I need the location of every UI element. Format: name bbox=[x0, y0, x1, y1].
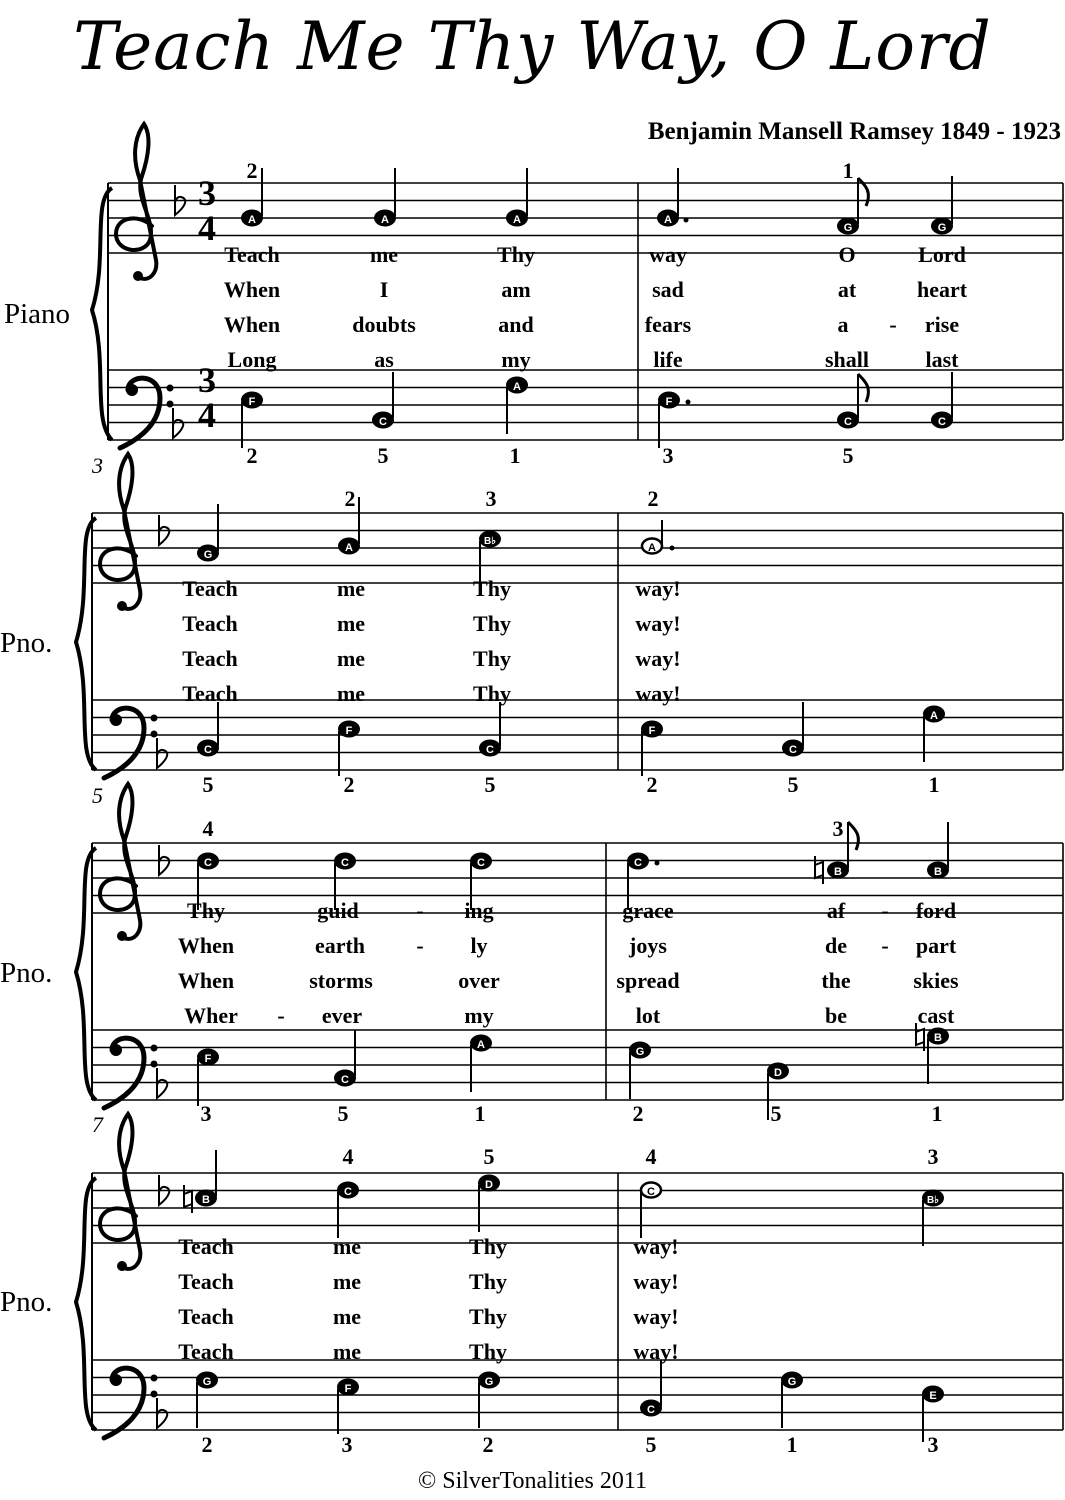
time-signature-bottom: 4 bbox=[198, 208, 216, 248]
lyric-syllable: ly bbox=[470, 933, 488, 958]
fingering: 5 bbox=[842, 443, 854, 468]
lyric-hyphen: - bbox=[881, 898, 889, 923]
svg-text:C: C bbox=[341, 1074, 349, 1086]
svg-text:G: G bbox=[203, 549, 213, 561]
lyric-syllable: way! bbox=[635, 576, 681, 601]
lyric-syllable: Teach bbox=[182, 646, 238, 671]
lyric-syllable: Teach bbox=[178, 1269, 234, 1294]
lyric-syllable: Teach bbox=[182, 576, 238, 601]
lyric-syllable: life bbox=[653, 347, 683, 372]
svg-text:G: G bbox=[635, 1046, 645, 1058]
time-signature-bottom: 4 bbox=[198, 395, 216, 435]
lyric-syllable: storms bbox=[309, 968, 373, 993]
lyric-syllable: skies bbox=[913, 968, 959, 993]
note bbox=[782, 702, 804, 757]
note bbox=[641, 1183, 661, 1239]
lyric-syllable: me bbox=[332, 1339, 362, 1364]
treble-clef bbox=[116, 124, 156, 281]
lyric-syllable: Thy bbox=[473, 576, 511, 601]
note bbox=[196, 1372, 218, 1429]
lyric-syllable: way! bbox=[635, 611, 681, 636]
fingering: 3 bbox=[662, 443, 674, 468]
lyric-syllable: When bbox=[177, 968, 235, 993]
lyric-syllable: Teach bbox=[182, 611, 238, 636]
svg-text:D: D bbox=[485, 1179, 493, 1191]
lyric-syllable: way bbox=[649, 242, 687, 267]
lyric-syllable: am bbox=[501, 277, 531, 302]
lyric-syllable: as bbox=[374, 347, 394, 372]
note bbox=[642, 520, 675, 554]
svg-text:B: B bbox=[834, 866, 842, 878]
lyric-syllable: Thy bbox=[469, 1234, 507, 1259]
fingering: 3 bbox=[485, 486, 497, 511]
svg-text:C: C bbox=[938, 416, 946, 428]
svg-text:A: A bbox=[345, 542, 353, 554]
lyric-syllable: Teach bbox=[178, 1234, 234, 1259]
fingering: 5 bbox=[337, 1101, 349, 1126]
fingering: 2 bbox=[646, 772, 658, 797]
svg-text:F: F bbox=[665, 396, 673, 408]
lyric-syllable: shall bbox=[824, 347, 870, 372]
lyric-syllable: a bbox=[837, 312, 849, 337]
fingering: 2 bbox=[201, 1432, 213, 1457]
fingering: 3 bbox=[927, 1144, 939, 1169]
note bbox=[931, 372, 953, 429]
lyric-syllable: ever bbox=[321, 1003, 363, 1028]
treble-clef bbox=[100, 784, 140, 941]
fingering: 5 bbox=[645, 1432, 657, 1457]
lyric-syllable: me bbox=[336, 681, 366, 706]
bass-clef bbox=[120, 378, 174, 448]
lyric-syllable: O bbox=[838, 242, 856, 267]
svg-text:A: A bbox=[513, 214, 521, 226]
svg-text:E: E bbox=[929, 1390, 937, 1402]
svg-text:B: B bbox=[934, 866, 942, 878]
svg-text:B: B bbox=[202, 1194, 210, 1206]
note bbox=[478, 1372, 500, 1429]
fingering: 2 bbox=[344, 486, 356, 511]
note bbox=[837, 178, 868, 235]
fingering: 3 bbox=[341, 1432, 353, 1457]
fingering: 2 bbox=[632, 1101, 644, 1126]
lyric-syllable: Thy bbox=[497, 242, 535, 267]
lyric-syllable: de bbox=[825, 933, 847, 958]
fingering: 5 bbox=[483, 1144, 495, 1169]
fingering: 2 bbox=[246, 443, 258, 468]
note bbox=[374, 168, 396, 227]
lyric-syllable: the bbox=[821, 968, 851, 993]
composer-credit: Benjamin Mansell Ramsey 1849 - 1923 bbox=[647, 118, 1061, 145]
lyric-syllable: my bbox=[464, 1003, 494, 1028]
measure-number-3: 3 bbox=[92, 453, 103, 478]
fingering: 2 bbox=[343, 772, 355, 797]
svg-text:D: D bbox=[774, 1067, 782, 1079]
note bbox=[338, 721, 360, 777]
note bbox=[922, 1190, 944, 1247]
fingering: 5 bbox=[202, 772, 214, 797]
svg-text:A: A bbox=[664, 214, 672, 226]
fingering: 3 bbox=[832, 816, 844, 841]
svg-text:A: A bbox=[381, 214, 389, 226]
note bbox=[470, 1035, 492, 1093]
svg-text:C: C bbox=[204, 857, 212, 869]
lyric-syllable: Teach bbox=[182, 681, 238, 706]
lyric-syllable: When bbox=[223, 312, 281, 337]
fingering: 1 bbox=[786, 1432, 798, 1457]
lyric-syllable: Lord bbox=[918, 242, 966, 267]
svg-text:A: A bbox=[248, 214, 256, 226]
lyric-syllable: Thy bbox=[473, 611, 511, 636]
note bbox=[337, 1182, 359, 1239]
lyric-syllable: When bbox=[223, 277, 281, 302]
note bbox=[197, 1049, 219, 1107]
svg-text:C: C bbox=[341, 857, 349, 869]
lyric-syllable: When bbox=[177, 933, 235, 958]
lyric-hyphen: - bbox=[889, 312, 897, 337]
note bbox=[923, 706, 945, 763]
note bbox=[337, 1379, 359, 1435]
note bbox=[506, 168, 528, 227]
lyric-syllable: way! bbox=[635, 646, 681, 671]
fingering: 2 bbox=[246, 158, 258, 183]
note bbox=[640, 1360, 662, 1417]
lyric-syllable: earth bbox=[314, 933, 366, 958]
fingering: 3 bbox=[927, 1432, 939, 1457]
fingering: 4 bbox=[645, 1144, 657, 1169]
fingering: 1 bbox=[474, 1101, 486, 1126]
fingering: 5 bbox=[377, 443, 389, 468]
lyric-hyphen: - bbox=[416, 933, 424, 958]
instrument-label-system-4: Pno. bbox=[0, 1286, 53, 1318]
measure-number-5: 5 bbox=[92, 783, 103, 808]
lyric-syllable: joys bbox=[629, 933, 667, 958]
time-signature-top: 3 bbox=[198, 360, 216, 400]
fingering: 4 bbox=[342, 1144, 354, 1169]
svg-text:A: A bbox=[513, 381, 521, 393]
svg-text:C: C bbox=[634, 857, 642, 869]
fingering: 1 bbox=[842, 158, 854, 183]
note bbox=[916, 1023, 949, 1084]
lyric-syllable: ing bbox=[464, 898, 494, 923]
instrument-label-system-2: Pno. bbox=[0, 627, 53, 659]
note bbox=[931, 176, 953, 235]
lyric-syllable: I bbox=[379, 277, 389, 302]
time-signature-top: 3 bbox=[198, 173, 216, 213]
lyric-syllable: Long bbox=[227, 347, 277, 372]
svg-text:C: C bbox=[486, 744, 494, 756]
lyric-syllable: way! bbox=[633, 1339, 679, 1364]
note bbox=[197, 702, 219, 757]
lyric-syllable: spread bbox=[616, 968, 680, 993]
lyric-syllable: Thy bbox=[469, 1269, 507, 1294]
lyric-syllable: me bbox=[336, 576, 366, 601]
bass-clef bbox=[104, 708, 158, 778]
lyric-syllable: lot bbox=[635, 1003, 661, 1028]
treble-clef bbox=[100, 1114, 140, 1271]
svg-text:G: G bbox=[787, 1376, 797, 1388]
lyric-syllable: part bbox=[915, 933, 957, 958]
fingering: 5 bbox=[787, 772, 799, 797]
svg-text:C: C bbox=[647, 1186, 655, 1198]
fingering: 4 bbox=[202, 816, 214, 841]
treble-clef bbox=[100, 454, 140, 611]
song-title: Teach Me Thy Way, O Lord bbox=[73, 8, 992, 85]
note bbox=[372, 372, 394, 429]
note bbox=[334, 1030, 356, 1087]
note bbox=[629, 1042, 651, 1100]
lyric-syllable: Thy bbox=[473, 646, 511, 671]
lyric-syllable: me bbox=[336, 611, 366, 636]
instrument-label-system-1: Piano bbox=[4, 298, 71, 330]
note bbox=[781, 1372, 803, 1429]
lyric-syllable: Teach bbox=[224, 242, 280, 267]
lyric-syllable: me bbox=[336, 646, 366, 671]
lyric-syllable: Teach bbox=[178, 1304, 234, 1329]
svg-text:C: C bbox=[344, 1186, 352, 1198]
bass-clef bbox=[104, 1038, 158, 1108]
lyric-syllable: me bbox=[332, 1304, 362, 1329]
svg-text:A: A bbox=[477, 1039, 485, 1051]
fingering: 1 bbox=[931, 1101, 943, 1126]
svg-text:A: A bbox=[648, 542, 656, 554]
note bbox=[927, 822, 949, 879]
lyric-syllable: me bbox=[332, 1269, 362, 1294]
bass-clef bbox=[104, 1368, 158, 1438]
lyric-syllable: Wher bbox=[184, 1003, 238, 1028]
svg-text:C: C bbox=[789, 744, 797, 756]
lyric-syllable: me bbox=[369, 242, 399, 267]
fingering: 5 bbox=[770, 1101, 782, 1126]
fingering: 3 bbox=[200, 1101, 212, 1126]
lyric-syllable: sad bbox=[652, 277, 684, 302]
copyright-notice: © SilverTonalities 2011 bbox=[418, 1468, 647, 1494]
svg-text:C: C bbox=[647, 1404, 655, 1416]
svg-text:G: G bbox=[843, 222, 853, 234]
fingering: 1 bbox=[509, 443, 521, 468]
svg-text:B: B bbox=[934, 1032, 942, 1044]
svg-text:G: G bbox=[937, 222, 947, 234]
svg-text:B♭: B♭ bbox=[927, 1195, 939, 1206]
lyric-hyphen: - bbox=[277, 1003, 285, 1028]
note bbox=[478, 1175, 500, 1233]
lyric-syllable: ford bbox=[915, 898, 957, 923]
measure-number-7: 7 bbox=[92, 1112, 103, 1137]
svg-text:F: F bbox=[248, 396, 256, 408]
instrument-label-system-3: Pno. bbox=[0, 957, 53, 989]
svg-text:C: C bbox=[204, 744, 212, 756]
lyric-syllable: at bbox=[837, 277, 857, 302]
svg-text:F: F bbox=[204, 1053, 212, 1065]
svg-text:F: F bbox=[345, 725, 353, 737]
svg-text:F: F bbox=[344, 1383, 352, 1395]
lyric-syllable: Thy bbox=[469, 1304, 507, 1329]
lyric-syllable: last bbox=[925, 347, 959, 372]
lyric-syllable: way! bbox=[635, 681, 681, 706]
lyric-syllable: Thy bbox=[473, 681, 511, 706]
svg-text:F: F bbox=[648, 725, 656, 737]
lyric-syllable: fears bbox=[644, 312, 692, 337]
lyric-syllable: heart bbox=[916, 277, 968, 302]
lyric-syllable: my bbox=[501, 347, 531, 372]
fingering: 1 bbox=[928, 772, 940, 797]
lyric-syllable: rise bbox=[924, 312, 960, 337]
lyric-hyphen: - bbox=[881, 933, 889, 958]
note bbox=[641, 721, 663, 777]
fingering: 5 bbox=[484, 772, 496, 797]
lyric-syllable: be bbox=[825, 1003, 847, 1028]
lyric-syllable: Thy bbox=[469, 1339, 507, 1364]
lyric-syllable: and bbox=[498, 312, 534, 337]
lyric-syllable: grace bbox=[622, 898, 674, 923]
svg-text:C: C bbox=[844, 416, 852, 428]
lyric-syllable: Teach bbox=[178, 1339, 234, 1364]
lyric-syllable: doubts bbox=[352, 312, 416, 337]
lyric-syllable: Thy bbox=[187, 898, 225, 923]
lyric-syllable: way! bbox=[633, 1304, 679, 1329]
lyric-syllable: over bbox=[458, 968, 500, 993]
lyric-syllable: way! bbox=[633, 1269, 679, 1294]
lyric-syllable: guid bbox=[317, 898, 359, 923]
lyric-hyphen: - bbox=[416, 898, 424, 923]
svg-text:C: C bbox=[477, 857, 485, 869]
note bbox=[184, 1150, 217, 1213]
fingering: 2 bbox=[647, 486, 659, 511]
note bbox=[479, 702, 501, 757]
lyric-syllable: af bbox=[826, 898, 846, 923]
svg-text:G: G bbox=[202, 1376, 212, 1388]
lyric-syllable: cast bbox=[917, 1003, 955, 1028]
lyric-syllable: way! bbox=[633, 1234, 679, 1259]
fingering: 2 bbox=[482, 1432, 494, 1457]
svg-text:B♭: B♭ bbox=[484, 536, 496, 547]
lyric-syllable: me bbox=[332, 1234, 362, 1259]
svg-text:C: C bbox=[379, 416, 387, 428]
svg-text:A: A bbox=[930, 710, 938, 722]
svg-text:G: G bbox=[484, 1376, 494, 1388]
note bbox=[837, 374, 868, 429]
